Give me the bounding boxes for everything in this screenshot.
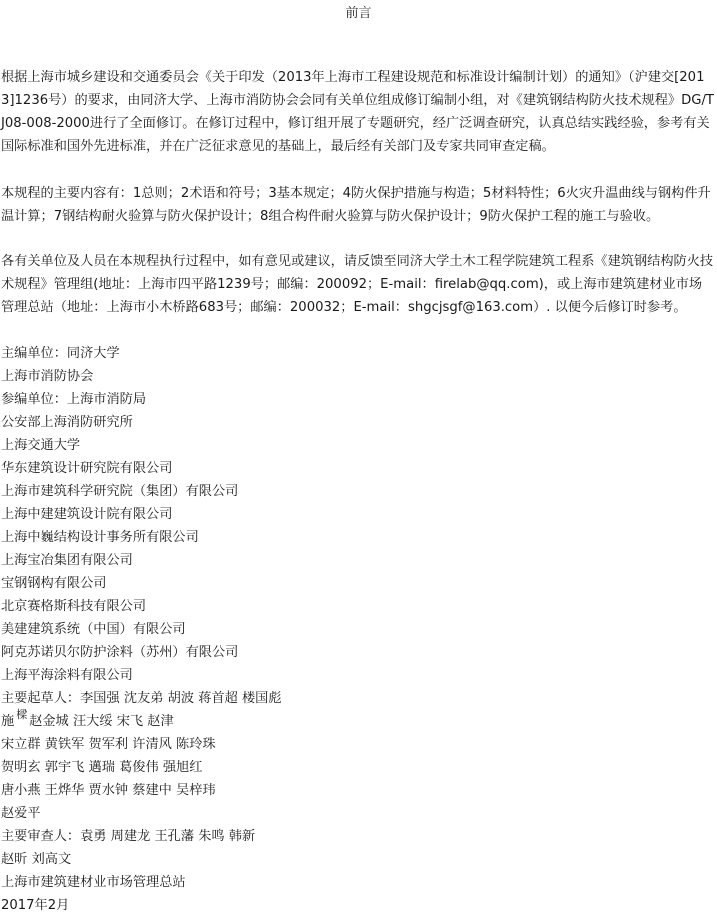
main-drafters-line: 主要起草人：李国强 沈友弟 胡波 蒋首超 楼国彪 [1,691,282,706]
credits-line: 上海市消防协会 [1,369,94,384]
main-reviewers-line: 主要审查人：袁勇 周建龙 王孔藩 朱鸣 韩新 [1,829,256,844]
document-date: 2017年2月 [1,898,70,913]
drafters-names: 赵金城 汪大绥 宋飞 赵津 [29,714,174,729]
participating-unit-line: 参编单位：上海市消防局 [1,392,147,407]
drafters-line: 赵爱平 [1,806,41,821]
drafters-line: 宋立群 黄铁军 贺军利 许清风 陈玲珠 [1,737,216,752]
drafters-line: 唐小燕 王烨华 贾水钟 蔡建中 吴梓玮 [1,783,216,798]
paragraph-feedback: 各有关单位及人员在本规程执行过程中，如有意见或建议，请反馈至同济大学土木工程学院建筑工程系《建筑钢结构防火技术规程》管理组(地址：上海市四平路1239号；邮编：200092；E-mail：firelab@qq.com)，或上海市建筑建材业市场管理总站（地址：上海市小木桥路683号；邮编：200032；E-mail：shgcjsgf@163.com）. 以便今后修订时参考。 [1,254,714,315]
credits-line: 上海平海涂料有限公司 [1,668,133,683]
credits-line: 上海宝冶集团有限公司 [1,553,133,568]
credits-line: 北京赛格斯科技有限公司 [1,599,147,614]
issuing-organization: 上海市建筑建材业市场管理总站 [1,875,186,890]
reviewers-line: 赵昕 刘高文 [1,852,72,867]
credits-line: 华东建筑设计研究院有限公司 [1,461,173,476]
drafters-line-special [1,710,714,733]
credits-line: 美建建筑系统（中国）有限公司 [1,622,186,637]
drafter-surname: 施 [1,714,15,729]
paragraph-background: 根据上海市城乡建设和交通委员会《关于印发（2013年上海市工程建设规范和标准设计编制计划）的通知》（沪建交[2013]1236号）的要求，由同济大学、上海市消防协会会同有关单位组成修订编制小组，对《建筑钢结构防火技术规程》DG/TJ08-008-2000进行了全面修订。在修订过程中，修订组开展了专题研究，经广泛调查研究，认真总结实践经验，参考有关国际标准和国外先进标准，并在广泛征求意见的基础上，最后经有关部门及专家共同审查定稿。 [1,70,714,154]
credits-line: 上海中巍结构设计事务所有限公司 [1,530,199,545]
credits-line: 公安部上海消防研究所 [1,415,133,430]
drafters-line: 贺明玄 郭宇飞 邁瑞 葛俊伟 强旭红 [1,760,203,775]
raised-character: 樑 [16,708,28,721]
credits-line: 上海市建筑科学研究院（集团）有限公司 [1,484,239,499]
credits-line: 上海交通大学 [1,438,81,453]
page-title: 前言 [345,6,372,21]
paragraph-contents: 本规程的主要内容有：1总则；2术语和符号；3基本规定；4防火保护措施与构造；5材料特性；6火灾升温曲线与钢构件升温计算；7钢结构耐火验算与防火保护设计；8组合构件耐火验算与防火保护设计；9防火保护工程的施工与验收。 [1,186,711,224]
credits-line: 阿克苏诺贝尔防护涂料（苏州）有限公司 [1,645,239,660]
chief-editor-unit-line: 主编单位：同济大学 [1,346,120,361]
credits-line: 上海中建建筑设计院有限公司 [1,507,173,522]
credits-list [1,342,714,917]
credits-line: 宝钢钢构有限公司 [1,576,107,591]
